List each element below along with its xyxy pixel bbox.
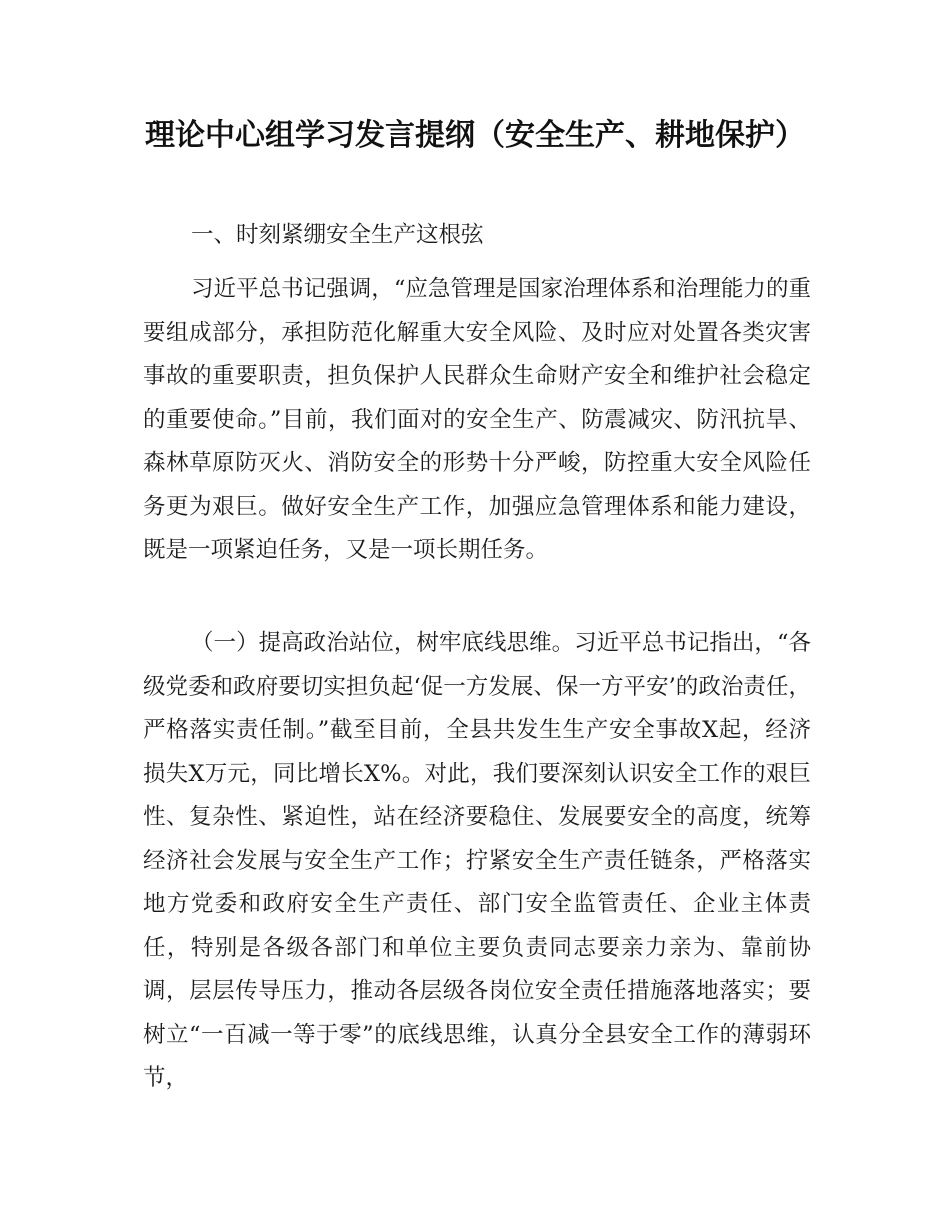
- paragraph: 习近平总书记强调，“应急管理是国家治理体系和治理能力的重要组成部分，承担防范化解重大安全风险、及时应对处置各类灾害事故的重要职责，担负保护人民群众生命财产安全和维护社会稳定的重要使命。”目前，我们面对的安全生产、防震减灾、防汛抗旱、森林草原防灭火、消防安全的形势十分严峻，防控重大安全风险任务更为艰巨。做好安全生产工作，加强应急管理体系和能力建设，既是一项紧迫任务，又是一项长期任务。: [143, 276, 811, 563]
- paragraph: （一）提高政治站位，树牢底线思维。习近平总书记指出，“各级党委和政府要切实担负起‘促一方发展、保一方平安’的政治责任，严格落实责任制。”截至目前，全县共发生生产安全事故X起，经济损失X万元，同比增长X%。对此，我们要深刻认识安全工作的艰巨性、复杂性、紧迫性，站在经济要稳住、发展要安全的高度，统筹经济社会发展与安全生产工作；拧紧安全生产责任链条，严格落实地方党委和政府安全生产责任、部门安全监管责任、企业主体责任，特别是各级各部门和单位主要负责同志要亲力亲为、靠前协调，层层传导压力，推动各层级各岗位安全责任措施落地落实；要树立“一百减一等于零”的底线思维，认真分全县安全工作的薄弱环节，: [143, 630, 811, 1091]
- document-title: 理论中心组学习发言提纲（安全生产、耕地保护）: [145, 118, 805, 153]
- section-heading: 一、时刻紧绷安全生产这根弦: [191, 222, 484, 248]
